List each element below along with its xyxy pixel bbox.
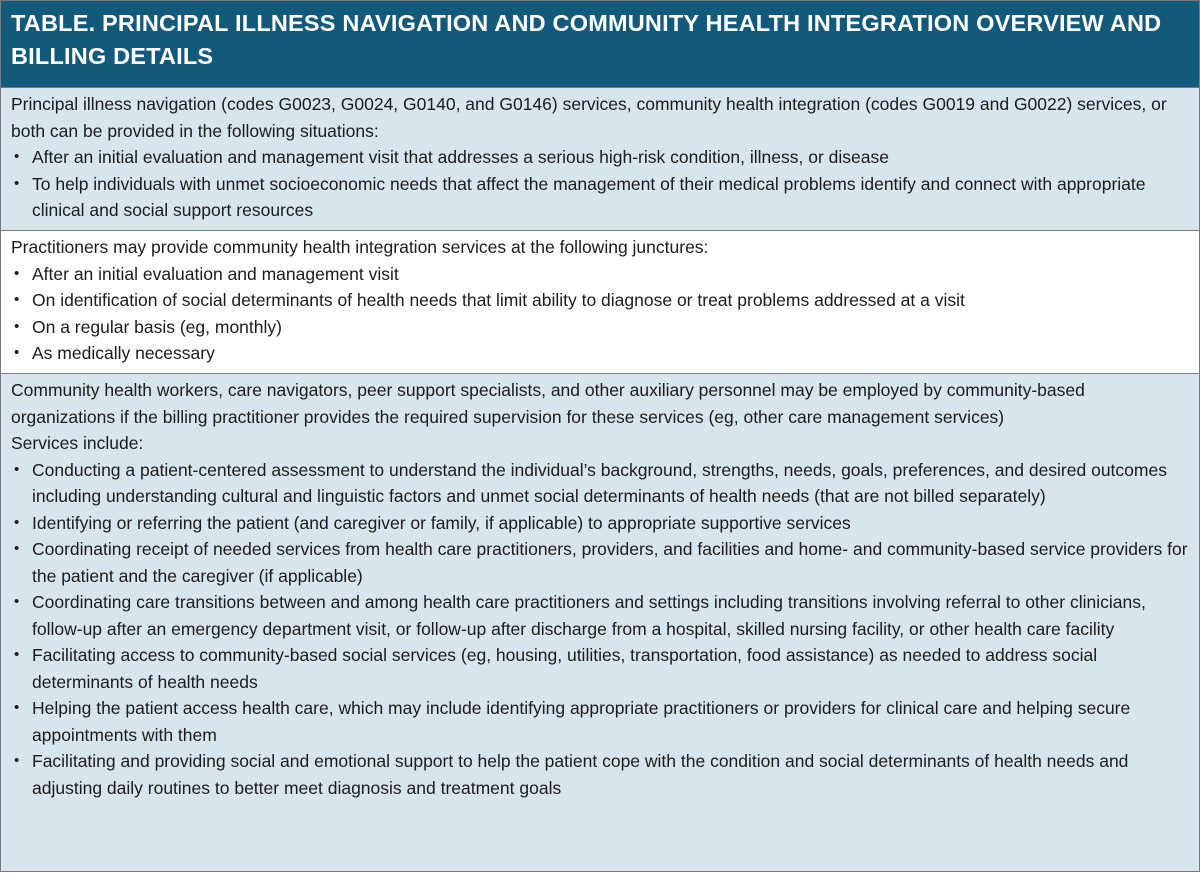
bullet-icon: • — [14, 291, 20, 308]
list-item — [11, 144, 1189, 171]
bullet-icon: • — [14, 646, 20, 663]
bullet-icon: • — [14, 317, 20, 335]
section-situations — [1, 88, 1199, 231]
bullet-icon: • — [14, 264, 20, 282]
list-item — [11, 314, 1189, 341]
list-item — [11, 171, 1189, 224]
section-intro: Principal illness navigation (codes G0023, G0024, G0140, and G0146) services, community health integration (codes G0019 and G0022) services, or both can be provided in the following situations: — [11, 94, 1167, 141]
bullet-icon: • — [14, 540, 20, 557]
list-item — [11, 642, 1189, 695]
bullet-list — [11, 144, 1189, 224]
bullet-icon: • — [14, 699, 20, 716]
bullet-icon: • — [14, 460, 20, 478]
section-subintro: Services include: — [11, 433, 144, 453]
list-item — [11, 536, 1189, 589]
section-services — [1, 374, 1199, 871]
list-item — [11, 287, 1189, 314]
bullet-icon: • — [14, 513, 20, 531]
list-item — [11, 340, 1189, 367]
list-item-text: On identification of social determinants of health needs that limit ability to diagnose or treat problems addressed at a visit — [32, 290, 965, 310]
bullet-list — [11, 261, 1189, 367]
list-item-text: As medically necessary — [32, 343, 215, 363]
bullet-icon: • — [14, 752, 20, 769]
bullet-icon: • — [14, 593, 20, 610]
bullet-list — [11, 457, 1189, 802]
list-item-text: After an initial evaluation and management visit — [32, 263, 399, 284]
list-item-text: Facilitating and providing social and emotional support to help the patient cope with the condition and social determinants of health needs and adjusting daily routines to better meet diagnosis and treatment goals — [32, 751, 1129, 798]
list-item-text: On a regular basis (eg, monthly) — [32, 316, 282, 337]
bullet-icon: • — [14, 174, 20, 192]
section-intro: Practitioners may provide community health integration services at the following junctures: — [11, 237, 709, 257]
list-item-text: Coordinating care transitions between and among health care practitioners and settings including transitions involving referral to other clinicians, follow-up after an emergency department visit, or follow-up after discharge from a hospital, skilled nursing facility, or other health care facility — [32, 592, 1146, 639]
list-item — [11, 589, 1189, 642]
list-item — [11, 748, 1189, 801]
list-item — [11, 457, 1189, 510]
list-item — [11, 695, 1189, 748]
list-item — [11, 261, 1189, 288]
list-item — [11, 510, 1189, 537]
section-intro: Community health workers, care navigators, peer support specialists, and other auxiliary personnel may be employed by community-based organizations if the billing practitioner provides the required supervision for these services (eg, other care management services) — [11, 380, 1085, 427]
table-title: TABLE. PRINCIPAL ILLNESS NAVIGATION AND COMMUNITY HEALTH INTEGRATION OVERVIEW AND BILLING DETAILS — [1, 1, 1199, 88]
bullet-icon: • — [14, 344, 20, 361]
list-item-text: Coordinating receipt of needed services from health care practitioners, providers, and facilities and home- and community-based service providers for the patient and the caregiver (if applicable) — [32, 539, 1188, 586]
list-item-text: Identifying or referring the patient (and caregiver or family, if applicable) to appropriate supportive services — [32, 512, 851, 533]
list-item-text: After an initial evaluation and management visit that addresses a serious high-risk condition, illness, or disease — [32, 147, 889, 167]
list-item-text: Facilitating access to community-based social services (eg, housing, utilities, transportation, food assistance) as needed to address social determinants of health needs — [32, 645, 1098, 692]
list-item-text: Conducting a patient-centered assessment to understand the individual’s background, strengths, needs, goals, preferences, and desired outcomes including understanding cultural and linguistic factors and unmet social determinants of health needs (that are not billed separately) — [32, 459, 1167, 506]
list-item-text: Helping the patient access health care, which may include identifying appropriate practitioners or providers for clinical care and helping secure appointments with them — [32, 698, 1131, 745]
section-junctures — [1, 231, 1199, 374]
list-item-text: To help individuals with unmet socioeconomic needs that affect the management of their medical problems identify and connect with appropriate clinical and social support resources — [32, 173, 1146, 220]
bullet-icon: • — [14, 148, 20, 165]
